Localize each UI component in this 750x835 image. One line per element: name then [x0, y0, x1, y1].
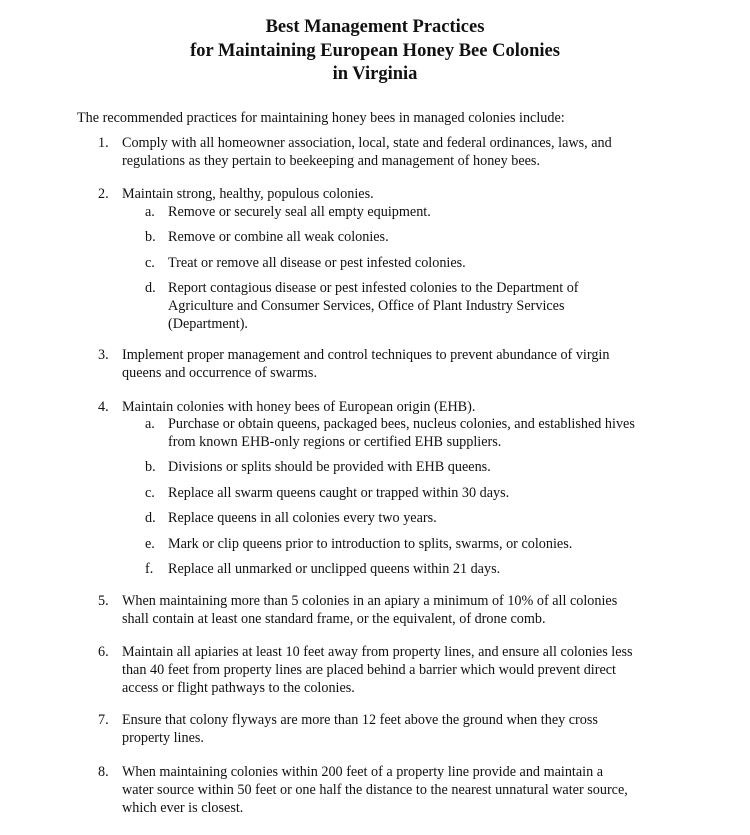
sub-line: Replace queens in all colonies every two years. [168, 510, 437, 526]
title-line-1: Best Management Practices [265, 17, 485, 37]
sub-line: Purchase or obtain queens, packaged bees, nucleus colonies, and established hives [168, 416, 635, 432]
sub-text [168, 535, 688, 553]
sub-text [168, 509, 688, 527]
sub-letter: e. [145, 536, 155, 552]
item-text [122, 134, 688, 170]
item-line: which ever is closest. [122, 800, 244, 816]
item-text [122, 643, 688, 697]
item-line: regulations as they pertain to beekeeping and management of honey bees. [122, 153, 540, 169]
sub-line: Divisions or splits should be provided with EHB queens. [168, 459, 491, 475]
item-line: Comply with all homeowner association, local, state and federal ordinances, laws, and [122, 135, 612, 151]
sub-text [168, 458, 688, 476]
sub-line: Agriculture and Consumer Services, Office of Plant Industry Services [168, 298, 565, 314]
item-line: queens and occurrence of swarms. [122, 365, 317, 381]
item-text [122, 185, 688, 203]
item-line: Implement proper management and control techniques to prevent abundance of virgin [122, 347, 610, 363]
item-text [122, 398, 688, 416]
sub-text [168, 279, 688, 333]
item-line: property lines. [122, 730, 204, 746]
intro-paragraph: The recommended practices for maintaining honey bees in managed colonies include: [77, 110, 565, 126]
item-number: 1. [98, 135, 109, 151]
title-line-3: in Virginia [332, 64, 418, 84]
sub-text [168, 560, 688, 578]
sub-line: Replace all swarm queens caught or trapped within 30 days. [168, 485, 510, 501]
item-line: shall contain at least one standard frame, or the equivalent, of drone comb. [122, 611, 546, 627]
sub-text [168, 484, 688, 502]
sub-line: Mark or clip queens prior to introduction to splits, swarms, or colonies. [168, 536, 573, 552]
item-line: access or flight pathways to the colonies. [122, 680, 355, 696]
sub-letter: c. [145, 485, 155, 501]
document-title [0, 16, 750, 87]
item-line: than 40 feet from property lines are placed behind a barrier which would prevent direct [122, 662, 616, 678]
sub-text [168, 415, 688, 451]
item-line: When maintaining colonies within 200 feet of a property line provide and maintain a [122, 764, 604, 780]
sub-letter: a. [145, 416, 155, 432]
item-number: 4. [98, 399, 109, 415]
item-line: Maintain all apiaries at least 10 feet away from property lines, and ensure all colonies less [122, 644, 633, 660]
sub-letter: f. [145, 561, 154, 577]
sub-letter: d. [145, 280, 156, 296]
item-text [122, 592, 688, 628]
sub-letter: d. [145, 510, 156, 526]
item-number: 8. [98, 764, 109, 780]
title-line-2: for Maintaining European Honey Bee Colonies [190, 40, 560, 61]
sub-text [168, 254, 688, 272]
item-line: Maintain strong, healthy, populous colonies. [122, 186, 374, 202]
sub-text [168, 228, 688, 246]
item-line: water source within 50 feet or one half the distance to the nearest unnatural water source, [122, 782, 628, 798]
item-line: Maintain colonies with honey bees of European origin (EHB). [122, 399, 476, 415]
sub-line: (Department). [168, 316, 248, 332]
item-number: 2. [98, 186, 109, 202]
sub-line: Remove or securely seal all empty equipment. [168, 204, 431, 220]
sub-letter: c. [145, 255, 155, 271]
item-line: Ensure that colony flyways are more than 12 feet above the ground when they cross [122, 712, 598, 728]
item-line: When maintaining more than 5 colonies in an apiary a minimum of 10% of all colonies [122, 593, 618, 609]
sub-line: from known EHB-only regions or certified EHB suppliers. [168, 434, 502, 450]
item-text [122, 763, 688, 817]
sub-letter: b. [145, 459, 156, 475]
item-text [122, 711, 688, 747]
item-number: 3. [98, 347, 109, 363]
item-text [122, 346, 688, 382]
sub-letter: b. [145, 229, 156, 245]
sub-letter: a. [145, 204, 155, 220]
sub-text [168, 203, 688, 221]
sub-line: Remove or combine all weak colonies. [168, 229, 389, 245]
sub-line: Replace all unmarked or unclipped queens within 21 days. [168, 561, 501, 577]
item-number: 5. [98, 593, 109, 609]
item-number: 6. [98, 644, 109, 660]
item-number: 7. [98, 712, 109, 728]
sub-line: Treat or remove all disease or pest infested colonies. [168, 255, 466, 271]
sub-line: Report contagious disease or pest infested colonies to the Department of [168, 280, 579, 296]
